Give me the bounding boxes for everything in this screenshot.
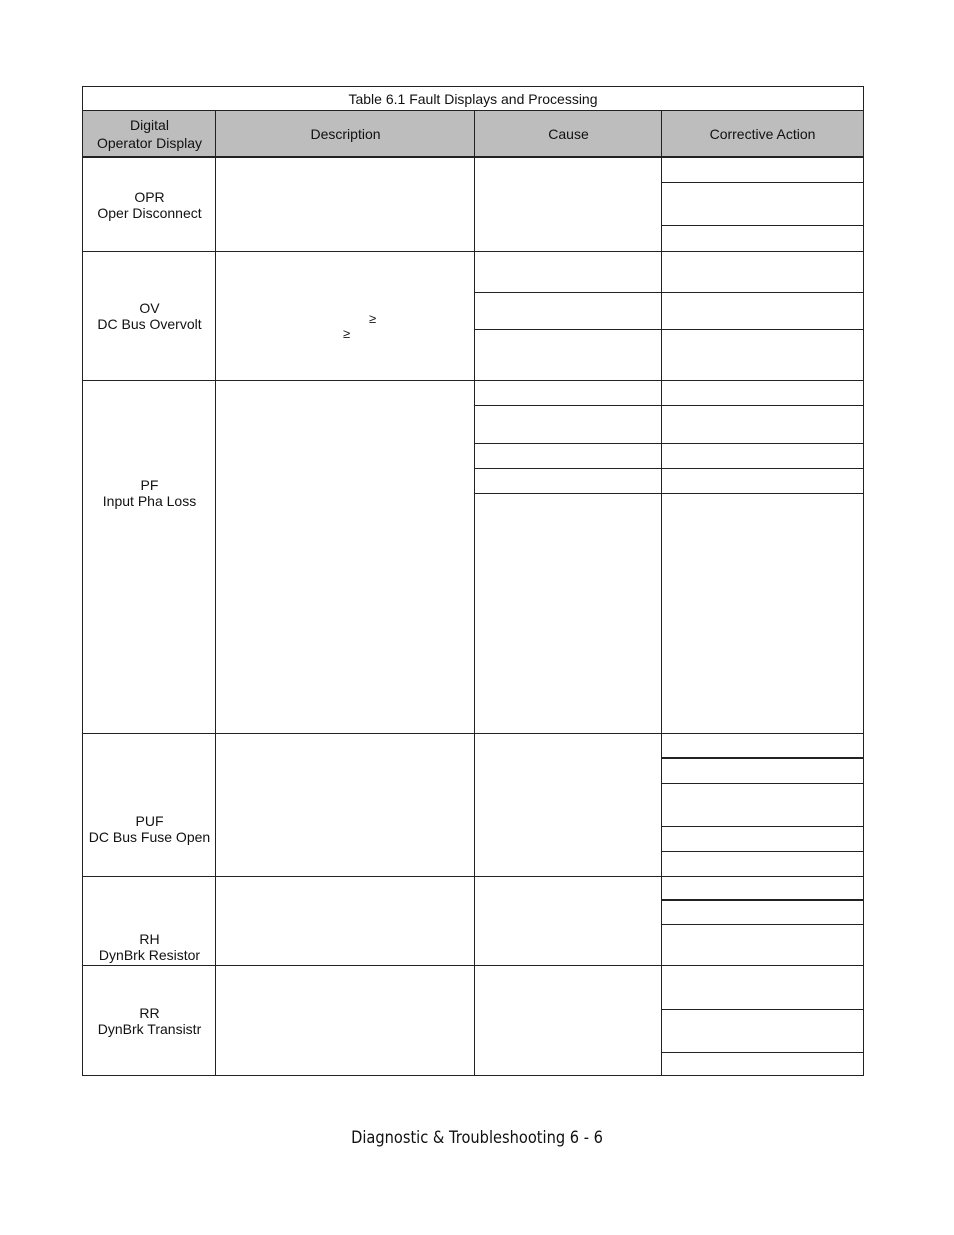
header-display-line2: Operator Display: [96, 134, 203, 151]
table-caption: Table 6.1 Fault Displays and Processing: [83, 87, 863, 111]
fault-code: RH: [139, 931, 160, 947]
sub-row-divider: [662, 826, 863, 827]
sub-row-divider: [662, 1052, 863, 1053]
ge-symbol: ≥: [343, 326, 351, 341]
fault-name: DC Bus Fuse Open: [88, 829, 211, 845]
sub-row-divider: [662, 851, 863, 852]
page-footer: Diagnostic & Troubleshooting 6 - 6: [351, 1128, 603, 1148]
header-cause: Cause: [548, 125, 589, 142]
fault-code: PUF: [135, 813, 164, 829]
sub-row-divider: [662, 924, 863, 925]
column-divider: [474, 111, 475, 1076]
sub-row-divider: [475, 493, 863, 494]
table-row: [83, 252, 216, 380]
fault-code: OPR: [134, 189, 165, 205]
fault-name: Oper Disconnect: [97, 205, 202, 221]
sub-row-divider: [662, 783, 863, 784]
fault-table: [82, 86, 864, 1076]
header-display-line1: Digital: [130, 116, 169, 133]
sub-row-divider: [475, 405, 863, 406]
fault-name: Input Pha Loss: [102, 493, 197, 509]
sub-row-divider: [475, 443, 863, 444]
table-row: [83, 381, 216, 605]
table-row: [83, 159, 216, 251]
header-display: [83, 111, 216, 156]
fault-code: PF: [140, 477, 159, 493]
sub-row-divider: [662, 757, 863, 759]
header-action: Corrective Action: [709, 125, 816, 142]
fault-code: RR: [139, 1005, 160, 1021]
fault-name: DynBrk Resistor: [98, 947, 201, 963]
column-divider: [661, 111, 662, 1076]
ge-symbol: ≥: [369, 311, 377, 326]
sub-row-divider: [662, 899, 863, 901]
fault-name: DC Bus Overvolt: [97, 316, 202, 332]
fault-name: DynBrk Transistr: [97, 1021, 202, 1037]
sub-row-divider: [662, 182, 863, 183]
sub-row-divider: [475, 292, 863, 293]
table-row: [83, 966, 216, 1076]
fault-code: OV: [139, 300, 160, 316]
sub-row-divider: [475, 468, 863, 469]
sub-row-divider: [662, 225, 863, 226]
header-description: Description: [310, 125, 381, 142]
sub-row-divider: [662, 1009, 863, 1010]
sub-row-divider: [475, 329, 863, 330]
table-header: [83, 111, 863, 158]
